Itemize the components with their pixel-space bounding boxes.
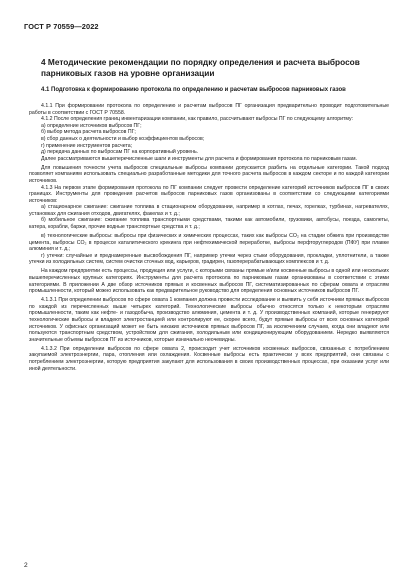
list-item: г) применение инструментов расчета; bbox=[41, 142, 133, 149]
standard-header: ГОСТ Р 70559—2022 bbox=[24, 22, 99, 31]
paragraph: Для повышения точности учета выбросов специальные выбросы компании допускается разбить на отдельные категории. Такой подход позволяет компаниям использовать специально разработанные методики для точного расчета выбросов в каждом секторе и по каждой категории источников. bbox=[29, 164, 389, 184]
list-item: в) сбор данных о деятельности и выбор коэффициентов выбросов; bbox=[41, 135, 205, 142]
paragraph-4-1-3: 4.1.3 На первом этапе формирования протокола по ПГ компании следует провести определение категорий источников выбросов ПГ в своих границах. Инструменты для проведения расчетов выбросов парниковых газов организованы в соответствии со следующими категориями источников: bbox=[29, 184, 389, 204]
list-item: б) выбор метода расчета выбросов ПГ; bbox=[41, 129, 136, 136]
list-item: а) стационарное сжигание: сжигание топлива в стационарном оборудовании, например в котлах, печах, горелках, турбинах, нагревателях, установках для сжигания отходов, двигателях, факелах и т. д.; bbox=[29, 204, 389, 217]
list-item: д) передача данных по выбросам ПГ на корпоративный уровень. bbox=[41, 149, 199, 156]
list-item: в) технологические выбросы: выбросы при физических и химических процессах, таких как выбросы CO₂ на стадии обжига при производстве цемента, выбросы CO₂ в процессе каталитического крекинга при нефтехимической переработке, выбросы перфторуглеродов (ПФУ) при плавке алюминия и т. д.; bbox=[29, 233, 389, 253]
list-item: а) определение источников выбросов ПГ; bbox=[41, 122, 142, 129]
paragraph-4-1-3-2: 4.1.3.2 При определении выбросов по сфере охвата 2, происходит учет источников косвенных выбросов, связанных с потреблением закупаемой электроэнергии, пара, отопления или охлаждения. Косвенные выбросы есть практически у всех предприятий, они связаны с потреблением электроэнергии, которую предприятия закупают для использования в своих производственных процессах, при оказании услуг или иной деятельности. bbox=[29, 345, 389, 372]
paragraph-4-1-3-1: 4.1.3.1 При определении выбросов по сфере охвата 1 компания должна провести исследование и выявить у себя источники прямых выбросов по каждой из перечисленных выше четырех категорий. Технологические выбросы обычно относятся только к некоторым отраслям промышленности, таким как нефте- и газодобыча, производство алюминия, цемента и т. д. У производственных компаний, которые генерируют технологические выбросы и владеют электростанцией или контролируют ее, скорее всего, будут прямые выбросы от всех основных категорий источников. У офисных организаций может не быть никаких источников прямых выбросов ПГ, за исключением случаев, когда они владеют или пользуются транспортным средством, устройством для сжигания, холодильным или кондиционирующим оборудованием. Нередко выявляются значительные объемы выбросов ПГ из источников, которые изначально неочевидны. bbox=[29, 297, 389, 343]
list-item: б) мобильное сжигание: сжигание топлива транспортными средствами, такими как автомобили, грузовики, автобусы, поезда, самолеты, катера, корабли, баржи, прочие водные транспортные средства и т. д.; bbox=[29, 217, 389, 231]
page-number: 2 bbox=[24, 562, 28, 569]
paragraph: Далее рассматриваются вышеперечисленные шаги и инструменты для расчета и формирования протокола по парниковым газам. bbox=[41, 155, 357, 162]
body-text bbox=[29, 103, 389, 372]
paragraph-4-1-1: 4.1.1 При формировании протокола по определению и расчетам выбросов ПГ организация предварительно проводит подготовительные работы в соответствии с ГОСТ Р 70558. bbox=[29, 103, 389, 116]
section-title: 4 Методические рекомендации по порядку определения и расчета выбросов парниковых газов на уровне организации bbox=[41, 57, 360, 78]
paragraph-4-1-2: 4.1.2 После определения границ инвентаризации компании, как правило, рассчитывают выбросы ПГ по следующему алгоритму: bbox=[41, 116, 354, 123]
paragraph: На каждом предприятии есть процессы, продукция или услуги, с которыми связаны прямые и/или косвенные выбросы в одной или нескольких вышеперечисленных крупных категориях. Инструменты для расчета протокола по парниковым газам организованы в соответствии с этими категориями. В приложении А две обзор источников прямых и косвенных выбросов ПГ, систематизированных по сферам охвата и отраслям промышленности, который можно использовать как предварительное руководство для определения основных источников выбросов ПГ. bbox=[29, 268, 389, 295]
subsection-title: 4.1 Подготовка к формированию протокола по определению и расчетам выбросов парниковых газов bbox=[41, 87, 346, 93]
list-item: г) утечки: случайные и преднамеренные высвобождения ПГ, например утечки через стыки оборудования, прокладки, уплотнители, а также утечки из холодильных систем, систем очистки сточных вод, карьеров, градирен, газоперерабатывающих комплексов и т. д. bbox=[29, 252, 389, 266]
